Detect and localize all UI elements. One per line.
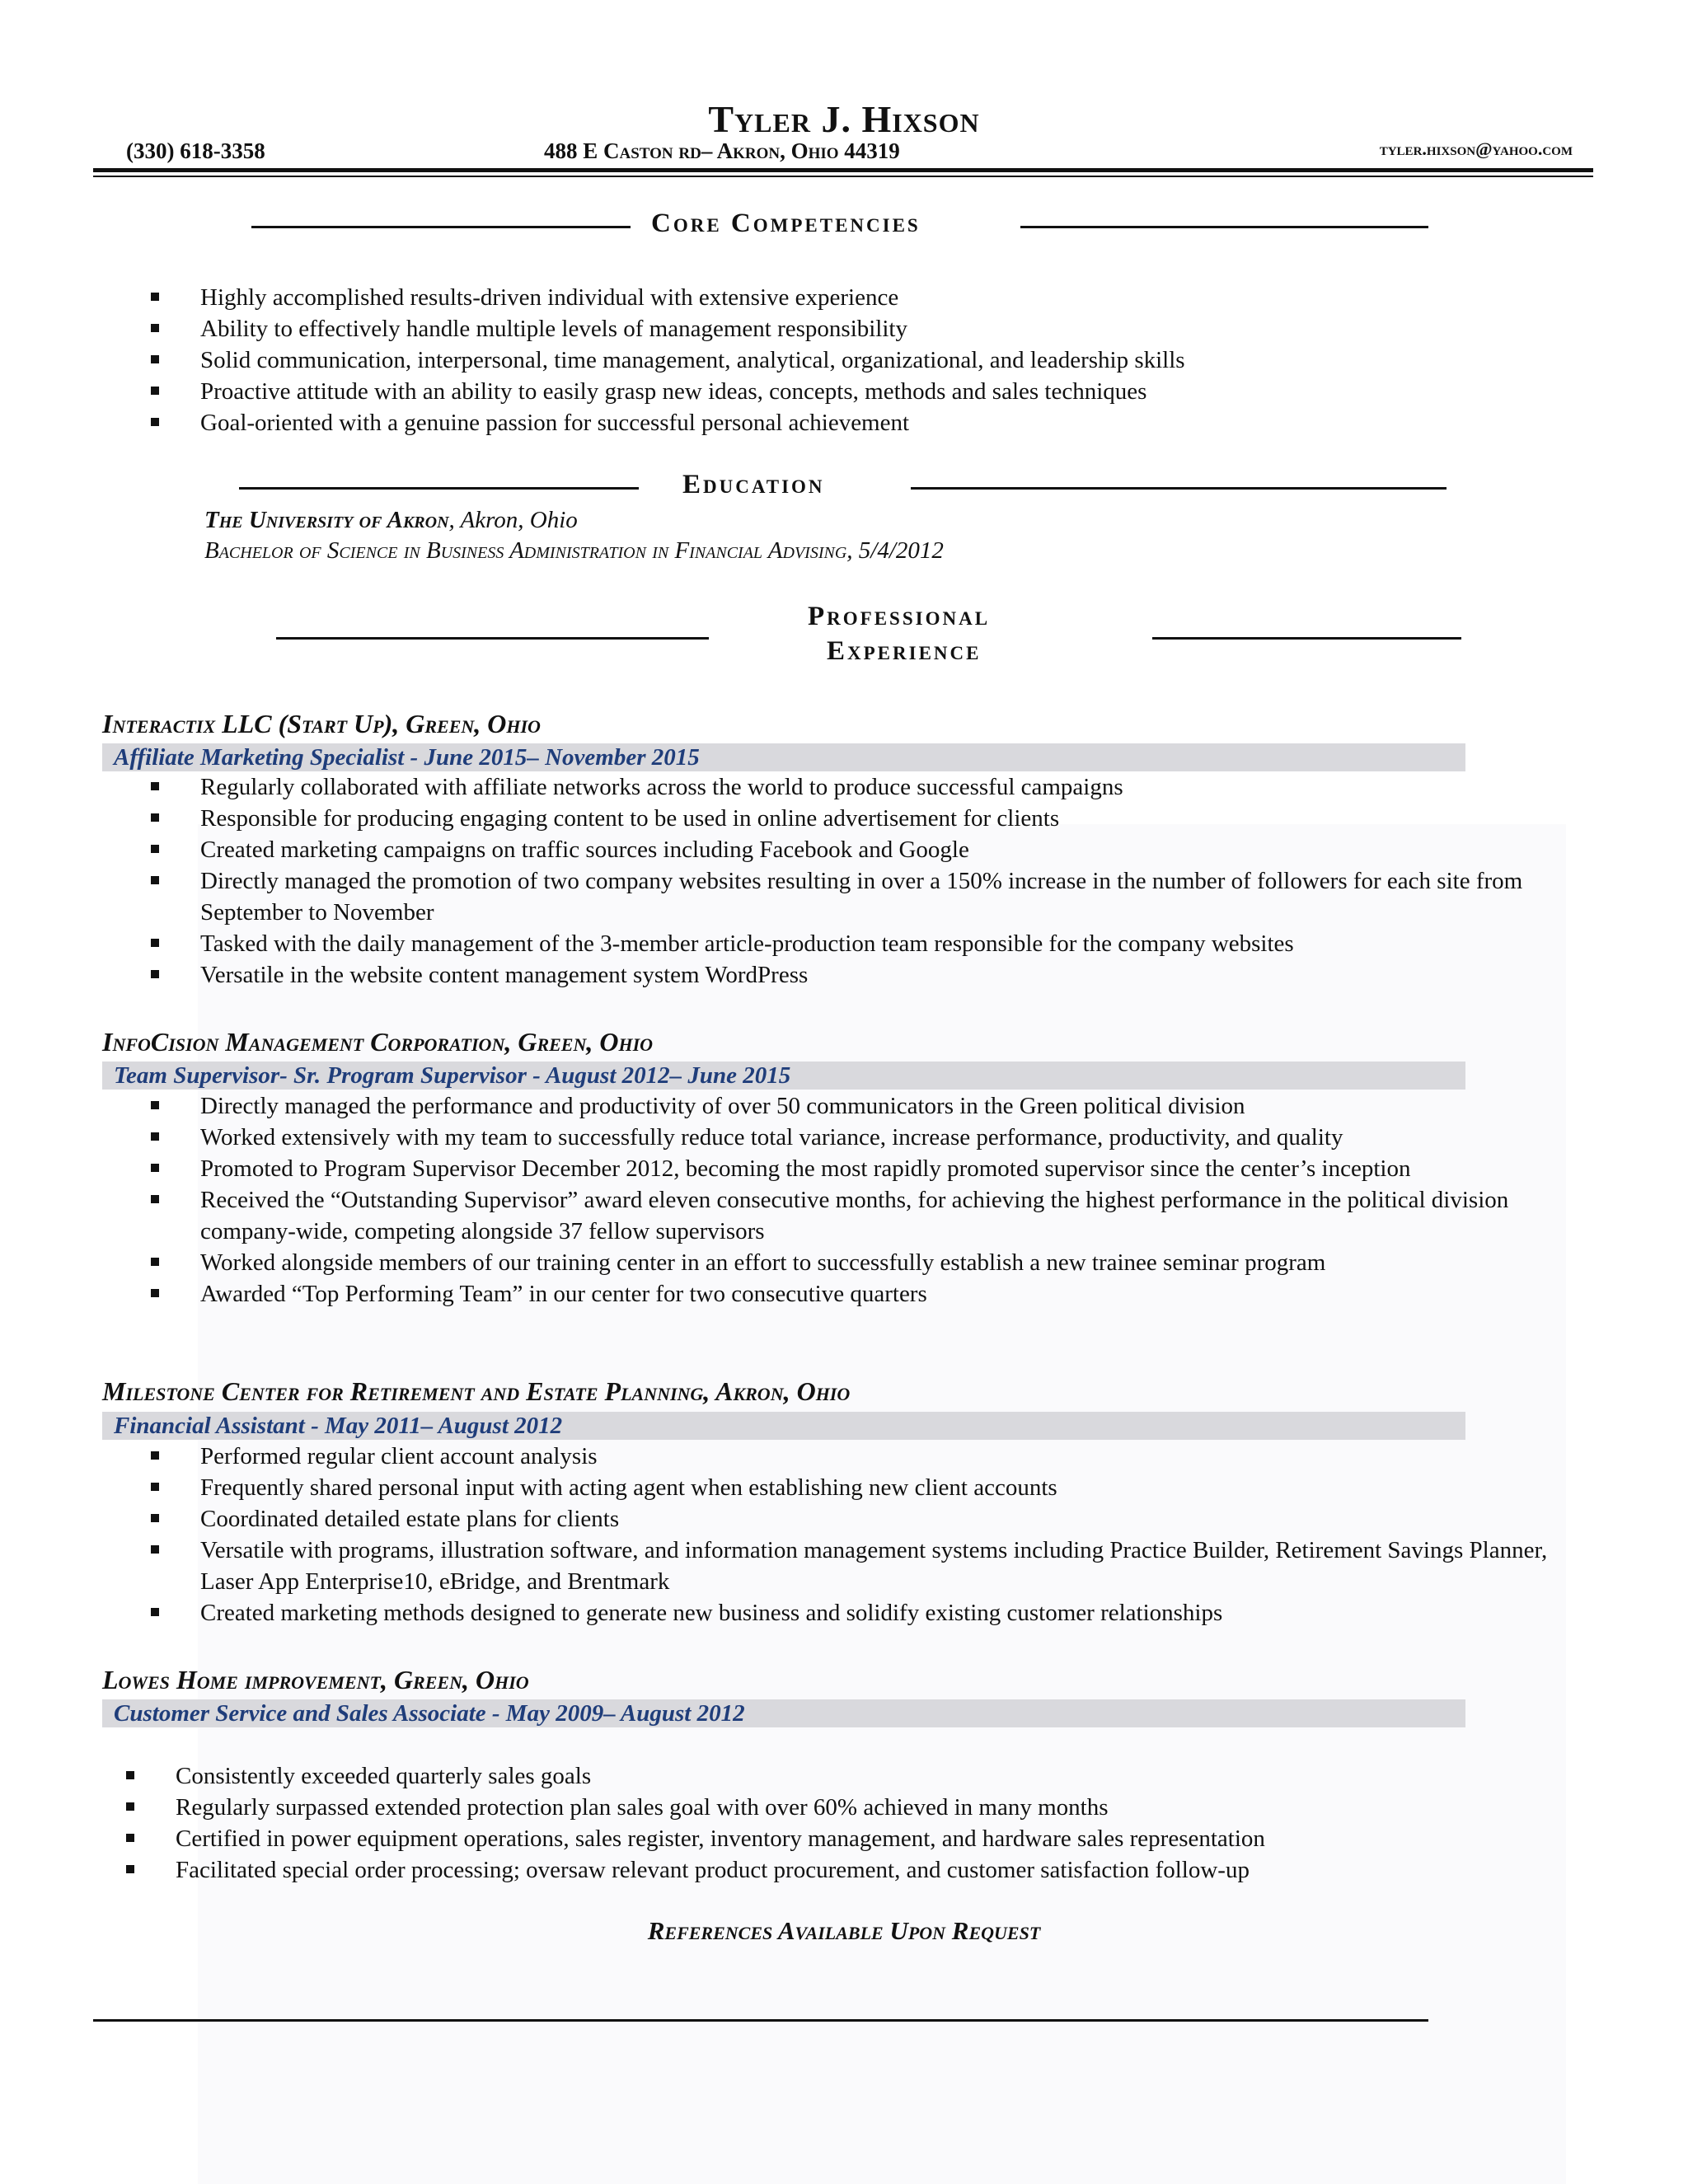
school-location: , Akron, Ohio — [448, 507, 578, 533]
company-name: Interactix LLC (Start Up), Green, Ohio — [102, 709, 541, 738]
list-item-text: Certified in power equipment operations, sales register, inventory management, and hardware sales representation — [176, 1825, 1265, 1852]
list-item-text: Tasked with the daily management of the 3-member article-production team responsible for the company websites — [200, 930, 1294, 957]
section-rule-left — [276, 637, 709, 640]
list-item — [151, 1184, 1568, 1247]
list-item-text: Consistently exceeded quarterly sales goals — [176, 1763, 592, 1789]
phone-number: (330) 618-3358 — [126, 138, 265, 163]
list-item — [151, 803, 1568, 834]
list-item-text: Regularly collaborated with affiliate networks across the world to produce successful campaigns — [200, 774, 1123, 800]
list-item-text: Frequently shared personal input with acting agent when establishing new client accounts — [200, 1474, 1057, 1501]
role-title: Affiliate Marketing Specialist - June 2015– November 2015 — [114, 744, 700, 771]
bullet-icon — [151, 1289, 159, 1297]
competencies-list — [151, 282, 1593, 438]
list-item-text: Created marketing campaigns on traffic sources including Facebook and Google — [200, 837, 969, 863]
list-item-text: Worked alongside members of our training center in an effort to successfully establish a new trainee seminar program — [200, 1249, 1326, 1276]
section-title-experience-line2: Experience — [827, 636, 982, 666]
list-item-text: Awarded “Top Performing Team” in our center for two consecutive quarters — [200, 1281, 927, 1307]
section-rule-left — [239, 487, 639, 490]
footer-divider — [93, 2019, 1428, 2022]
company-name: InfoCision Management Corporation, Green, Ohio — [102, 1027, 654, 1057]
bullet-icon — [151, 939, 159, 947]
company-name: Lowes Home improvement, Green, Ohio — [102, 1665, 529, 1694]
list-item — [151, 1122, 1568, 1153]
bullet-icon — [151, 387, 159, 395]
role-bar — [102, 1699, 1465, 1727]
list-item — [126, 1760, 1568, 1792]
bullet-icon — [151, 1545, 159, 1554]
email-address: tyler.hixson@yahoo.com — [1379, 138, 1573, 159]
list-item — [151, 313, 1593, 344]
list-item — [126, 1823, 1568, 1854]
list-item-text: Versatile with programs, illustration software, and information management systems including Practice Builder, Retirement Savings Planner, Laser App Enterprise10, eBridge, and Brentmark — [200, 1537, 1548, 1595]
bullet-icon — [151, 1451, 159, 1460]
list-item — [151, 1153, 1568, 1184]
list-item-text: Proactive attitude with an ability to easily grasp new ideas, concepts, methods and sales techniques — [200, 378, 1147, 405]
company-name: Milestone Center for Retirement and Estate Planning, Akron, Ohio — [102, 1376, 851, 1406]
bullet-icon — [151, 355, 159, 363]
section-title-experience-line1: Professional — [808, 602, 991, 631]
job-bullets — [151, 1090, 1568, 1310]
list-item-text: Coordinated detailed estate plans for clients — [200, 1506, 620, 1532]
list-item — [151, 1535, 1568, 1597]
address: 488 E Caston rd– Akron, Ohio 44319 — [544, 138, 900, 163]
section-title-education: Education — [682, 470, 825, 499]
list-item-text: Regularly surpassed extended protection plan sales goal with over 60% achieved in many months — [176, 1794, 1109, 1821]
list-item — [151, 928, 1568, 959]
education-school — [204, 507, 578, 534]
list-item-text: Goal-oriented with a genuine passion for successful personal achievement — [200, 410, 910, 436]
section-rule-right — [911, 487, 1447, 490]
role-bar — [102, 743, 1465, 771]
section-rule-right — [1020, 226, 1428, 228]
bullet-icon — [151, 1195, 159, 1203]
bullet-icon — [151, 876, 159, 884]
list-item — [151, 1090, 1568, 1122]
bullet-icon — [151, 845, 159, 853]
list-item — [151, 1472, 1568, 1503]
bullet-icon — [151, 293, 159, 301]
role-title: Customer Service and Sales Associate - May 2009– August 2012 — [114, 1700, 745, 1727]
bullet-icon — [126, 1865, 134, 1873]
bullet-icon — [151, 813, 159, 822]
bullet-icon — [151, 1132, 159, 1141]
role-title: Financial Assistant - May 2011– August 2012 — [114, 1413, 563, 1439]
list-item-text: Highly accomplished results-driven individual with extensive experience — [200, 284, 899, 311]
bullet-icon — [151, 1608, 159, 1616]
education-degree: Bachelor of Science in Business Administration in Financial Advising, 5/4/2012 — [204, 537, 944, 564]
list-item-text: Facilitated special order processing; oversaw relevant product procurement, and customer satisfaction follow-up — [176, 1857, 1250, 1883]
list-item-text: Worked extensively with my team to successfully reduce total variance, increase performance, productivity, and quality — [200, 1124, 1343, 1151]
bullet-icon — [151, 324, 159, 332]
list-item — [151, 1503, 1568, 1535]
role-bar — [102, 1412, 1465, 1440]
header-divider — [93, 168, 1593, 172]
section-rule-right — [1152, 637, 1461, 640]
list-item-text: Versatile in the website content management system WordPress — [200, 962, 809, 988]
list-item-text: Directly managed the promotion of two company websites resulting in over a 150% increase in the number of followers for each site from September to November — [200, 868, 1523, 926]
bullet-icon — [126, 1771, 134, 1779]
bullet-icon — [126, 1834, 134, 1842]
job-bullets — [151, 1441, 1568, 1629]
list-item-text: Created marketing methods designed to generate new business and solidify existing customer relationships — [200, 1600, 1223, 1626]
section-title-competencies: Core Competencies — [651, 209, 921, 238]
header-divider-thin — [93, 176, 1593, 177]
list-item-text: Performed regular client account analysis — [200, 1443, 598, 1469]
bullet-icon — [151, 970, 159, 978]
bullet-icon — [126, 1802, 134, 1811]
list-item — [151, 407, 1593, 438]
list-item — [151, 344, 1593, 376]
role-bar — [102, 1062, 1465, 1090]
list-item — [126, 1792, 1568, 1823]
list-item-text: Promoted to Program Supervisor December 2012, becoming the most rapidly promoted supervisor since the center’s inception — [200, 1155, 1411, 1182]
job-bullets — [151, 771, 1568, 991]
bullet-icon — [151, 1258, 159, 1266]
bullet-icon — [151, 1101, 159, 1109]
list-item-text: Directly managed the performance and productivity of over 50 communicators in the Green political division — [200, 1093, 1245, 1119]
bullet-icon — [151, 1514, 159, 1522]
list-item-text: Solid communication, interpersonal, time management, analytical, organizational, and leadership skills — [200, 347, 1185, 373]
list-item — [151, 1441, 1568, 1472]
list-item — [151, 1278, 1568, 1310]
references-note: References Available Upon Request — [647, 1916, 1041, 1945]
bullet-icon — [151, 1164, 159, 1172]
list-item — [151, 959, 1568, 991]
list-item-text: Received the “Outstanding Supervisor” award eleven consecutive months, for achieving the highest performance in the political division company-wide, competing alongside 37 fellow supervisors — [200, 1187, 1509, 1244]
bullet-icon — [151, 418, 159, 426]
role-title: Team Supervisor- Sr. Program Supervisor - August 2012– June 2015 — [114, 1062, 791, 1089]
list-item — [151, 282, 1593, 313]
bullet-icon — [151, 782, 159, 790]
section-rule-left — [251, 226, 631, 228]
job-bullets — [126, 1760, 1568, 1886]
list-item — [151, 1597, 1568, 1629]
list-item-text: Responsible for producing engaging content to be used in online advertisement for clients — [200, 805, 1060, 832]
list-item — [151, 865, 1568, 928]
applicant-name: Tyler J. Hixson — [708, 98, 980, 140]
list-item — [151, 834, 1568, 865]
list-item — [126, 1854, 1568, 1886]
list-item — [151, 1247, 1568, 1278]
bullet-icon — [151, 1483, 159, 1491]
list-item — [151, 376, 1593, 407]
list-item-text: Ability to effectively handle multiple levels of management responsibility — [200, 316, 907, 342]
school-name: The University of Akron — [204, 507, 449, 533]
list-item — [151, 771, 1568, 803]
